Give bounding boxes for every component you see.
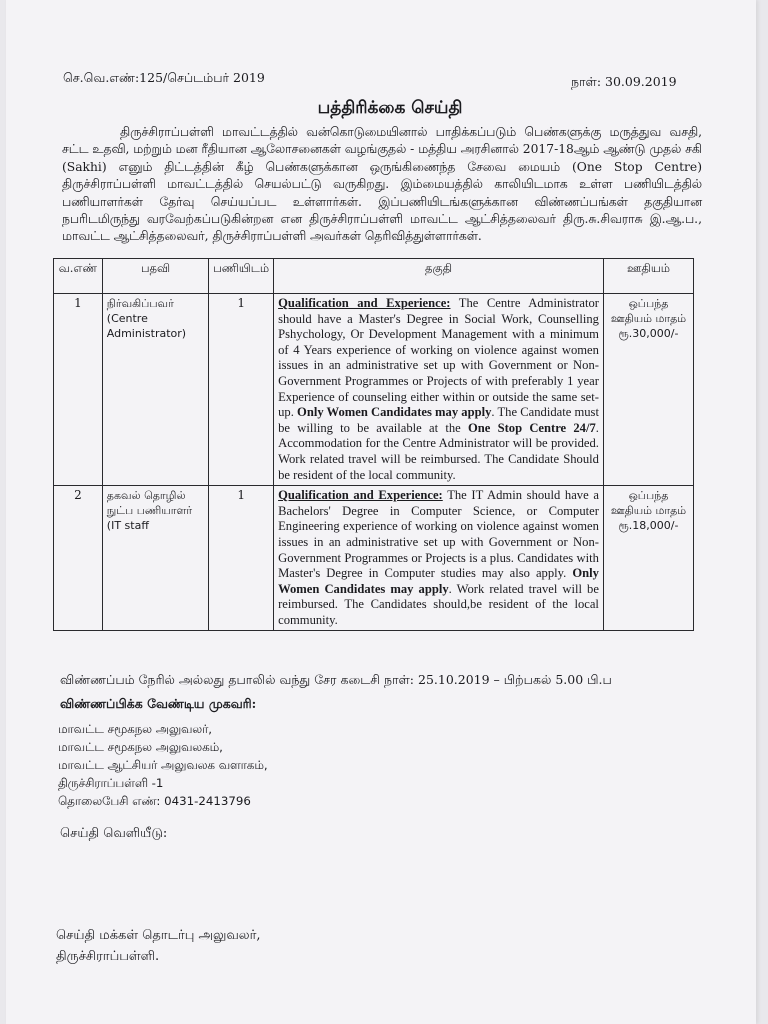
vacancy-table [53,258,694,631]
qualification-middle: . Work related travel will be reimbursed. The Candidates should,be resident of the local community. [278,581,599,627]
header-post: பதவி [102,259,208,294]
qualification-women-only: Only Women Candidates may apply [278,566,599,596]
intro-paragraph [62,124,702,246]
intro-text: திருச்சிராப்பள்ளி மாவட்டத்தில் வன்கொடுமையினால் பாதிக்கப்படும் பெண்களுக்கு மருத்துவ வசதி, சட்ட உதவி, மற்றும் மன ரீதியான ஆலோசனைகள் வழங்குதல் - மத்திய அரசினால் 2017-18ஆம் ஆண்டு முதல் சகி (Sakhi) எனும் திட்டத்தின் கீழ் பெண்களுக்கான ஒருங்கிணைந்த சேவை மையம் (One Stop Centre) திருச்சிராப்பள்ளி மாவட்டத்தில் செயல்பட்டு வருகிறது. இம்மையத்தில் காலியிடமாக உள்ள பணியிடத்தில் பணியாளர்கள் தேர்வு செய்யப்பட உள்ளார்கள். இப்பணியிடங்களுக்கான விண்ணப்பங்கள் தகுதியான நபரிடமிருந்து வரவேற்கப்படுகின்றன என திருச்சிராப்பள்ளி மாவட்ட ஆட்சித்தலைவர் திரு.சு.சிவராசு இ.ஆ.ப., மாவட்ட ஆட்சித்தலைவர், திருச்சிராப்பள்ளி அவர்கள் தெரிவித்துள்ளார்கள். [62,125,702,244]
issuing-officer [56,925,261,967]
row-vacancy: 1 [209,486,274,631]
row-pay: ஒப்பந்த ஊதியம் மாதம் ரூ.30,000/- [603,294,693,486]
table-header-row [54,259,694,294]
header-pay: ஊதியம் [603,259,693,294]
issue-date: நாள்: 30.09.2019 [571,74,677,89]
table-row [54,486,694,631]
row-sno: 1 [54,294,103,486]
header-sno: வ.எண் [54,259,103,294]
qualification-centre-hours: One Stop Centre 24/7 [467,420,596,435]
page-title: பத்திரிக்கை செய்தி [317,98,463,118]
officer-location: திருச்சிராப்பள்ளி. [56,949,160,964]
last-date-notice: விண்ணப்பம் நேரில் அல்லது தபாலில் வந்து சேர கடைசி நாள்: 25.10.2019 – பிற்பகல் 5.00 பி.ப [60,672,612,687]
qualification-heading: Qualification and Experience: [278,296,451,310]
row-qualification [274,486,604,631]
row-post: நிர்வகிப்பவர் (Centre Administrator) [102,294,208,486]
qualification-body: The IT Admin should have a Bachelors' Degree in Computer Science, or Computer Engineering experience of working on violence against women issues in an administrative set up with Government or Non-Government Programmes or Projects is a plus. Candidates with Master's Degree in Computer studies may also apply. [278,488,599,581]
reference-number: செ.வெ.எண்:125/செப்டம்பர் 2019 [63,70,265,85]
address-line: மாவட்ட சமூகநல அலுவலகம், [58,740,223,754]
header-qualification: தகுதி [274,259,604,294]
address-line: மாவட்ட சமூகநல அலுவலர், [58,722,212,736]
qualification-middle: . The Candidate must be willing to be available at the [278,405,599,435]
officer-title: செய்தி மக்கள் தொடர்பு அலுவலர், [56,928,261,943]
row-pay: ஒப்பந்த ஊதியம் மாதம் ரூ.18,000/- [603,486,693,631]
row-sno: 2 [54,486,103,631]
row-post: தகவல் தொழில் நுட்ப பணியாளர் (IT staff [102,486,208,631]
qualification-body: The Centre Administrator should have a Master's Degree in Social Work, Counselling Pshychology, Or Development Management with a minimum of 4 Years experience of working on violence against women issues in an administrative set up with Government or Non-Government Programmes or Projects of with preferably 1 year Experience of counseling either within or outside the same set-up. [278,296,599,420]
row-vacancy: 1 [209,294,274,486]
document-page [6,0,756,1024]
table-row [54,294,694,486]
address-line: திருச்சிராப்பள்ளி -1 [58,776,164,790]
postal-address [58,720,268,810]
row-qualification [274,294,604,486]
qualification-tail: . Accommodation for the Centre Administrator will be provided. Work related travel will be reimbursed. The Candidate Should be resident of the local community. [278,420,599,482]
address-line: மாவட்ட ஆட்சியர் அலுவலக வளாகம், [58,758,268,772]
header-vacancy: பணியிடம் [209,259,274,294]
address-heading: விண்ணப்பிக்க வேண்டிய முகவரி: [60,696,257,711]
qualification-heading: Qualification and Experience: [278,488,443,503]
phone-number: தொலைபேசி எண்: 0431-2413796 [58,794,251,808]
qualification-women-only: Only Women Candidates may apply [297,405,492,420]
news-release-label: செய்தி வெளியீடு: [60,826,168,841]
